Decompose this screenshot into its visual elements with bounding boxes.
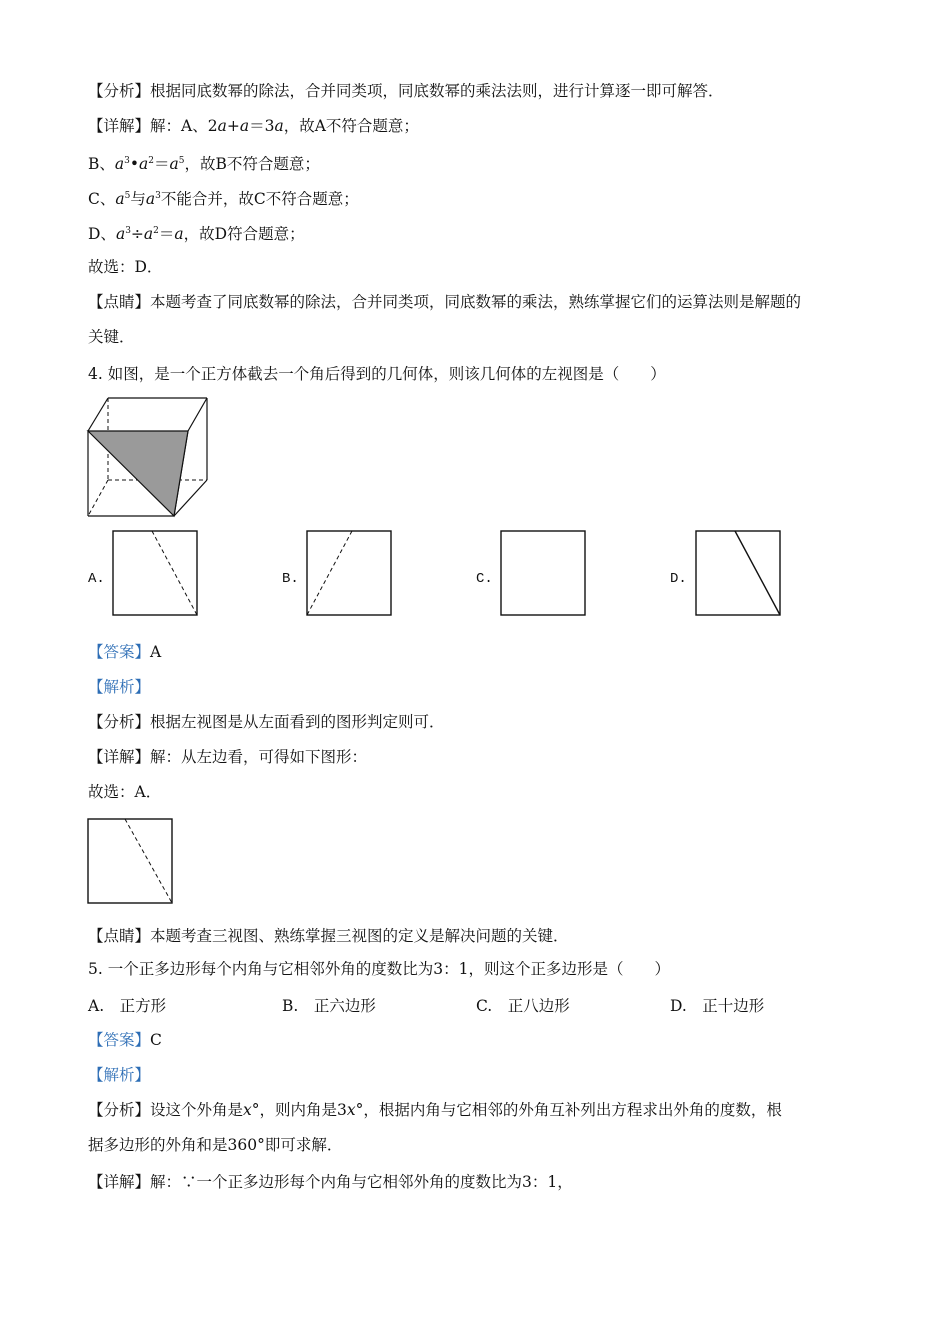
q5-option-a: A. 正方形 (88, 997, 167, 1015)
q4-analysis: 【分析】根据左视图是从左面看到的图形判定则可． (88, 713, 445, 731)
plus: + (226, 117, 240, 135)
q5-detail: 【详解】解：∵一个正多边形每个内角与它相邻外角的度数比为3：1， (88, 1173, 573, 1191)
q3-choice: 故选：D． (88, 258, 163, 276)
var-a: a (217, 117, 227, 135)
q5-analysis-1: 【分析】设这个外角是x°，则内角是3x°，根据内角与它相邻的外角互补列出方程求出外角的度数，根 (88, 1101, 782, 1119)
q4-choice: 故选：A． (88, 783, 162, 801)
q3-detail-a (88, 115, 419, 137)
q5-analysis-2: 据多边形的外角和是360°即可求解． (88, 1136, 343, 1154)
c-tail: 不能合并，故C不符合题意； (160, 190, 359, 208)
fenxi-part2: ，则内角是 (259, 1101, 338, 1119)
q5-stem: 5. 一个正多边形每个内角与它相邻外角的度数比为3：1，则这个正多边形是（ ） (88, 960, 670, 978)
q3-analysis: 【分析】根据同底数幂的除法，合并同类项，同底数幂的乘法法则，进行计算逐一即可解答． (88, 82, 724, 100)
var-a: a (274, 117, 284, 135)
q3-detail-prefix: 【详解】解：A、2 (88, 117, 218, 135)
q4-stem: 4. 如图，是一个正方体截去一个角后得到的几何体，则该几何体的左视图是（ ） (88, 365, 666, 383)
b-tail: ，故B不符合题意； (184, 155, 320, 173)
q4-option-d-label: D. (670, 571, 687, 587)
q3-comment-2: 关键． (88, 328, 135, 346)
q3-option-b: B、$a^3•a^2=a^5$，故B不符合题意； (88, 155, 320, 173)
q5-answer (88, 1029, 162, 1051)
answer-tag: 【答案】 (88, 643, 151, 661)
answer-value: A (150, 643, 162, 661)
q3-option-d: D、$a^3\div a^2=a$，故D符合题意； (88, 225, 305, 243)
q5-option-b: B. 正六边形 (282, 997, 376, 1015)
q4-option-a-figure (112, 530, 198, 616)
q4-comment: 【点睛】本题考查三视图、熟练掌握三视图的定义是解决问题的关键． (88, 927, 569, 945)
cut-face (88, 431, 188, 516)
q5-option-c: C. 正八边形 (476, 997, 570, 1015)
cube-figure (86, 396, 210, 520)
b-prefix: B、 (88, 155, 115, 173)
q4-answer (88, 641, 161, 663)
eq: ＝3 (249, 117, 275, 135)
c-mid: 与 (130, 190, 146, 208)
q4-detail: 【详解】解：从左边看，可得如下图形： (88, 748, 368, 766)
q4-option-b-figure (306, 530, 392, 616)
fenxi-part3: ，根据内角与它相邻的外角互补列出方程求出外角的度数，根 (363, 1101, 782, 1119)
c-prefix: C、 (88, 190, 116, 208)
answer-value: C (150, 1031, 162, 1049)
q3-comment-1: 【点睛】本题考查了同底数幂的除法，合并同类项，同底数幂的乘法，熟练掌握它们的运算法则是解题的 (88, 293, 802, 311)
var-a: a (239, 117, 250, 135)
q4-option-c-label: C. (476, 571, 493, 587)
q4-jiexi: 【解析】 (88, 678, 151, 696)
d-prefix: D、 (88, 225, 116, 243)
q5-option-d: D. 正十边形 (670, 997, 765, 1015)
q4-option-b-label: B. (282, 571, 299, 587)
fenxi-part1: 【分析】设这个外角是 (88, 1101, 244, 1119)
q4-option-d-figure (695, 530, 781, 616)
q3-detail-tail: ，故A不符合题意； (283, 117, 419, 135)
d-tail: ，故D符合题意； (183, 225, 305, 243)
q3-option-c: C、$a^5$与$a^3$不能合并，故C不符合题意； (88, 190, 359, 208)
q4-left-view-figure (87, 818, 173, 904)
answer-tag: 【答案】 (88, 1031, 151, 1049)
q4-option-c-figure (500, 530, 586, 616)
q4-option-a-label: A. (88, 571, 105, 587)
q5-jiexi: 【解析】 (88, 1066, 151, 1084)
